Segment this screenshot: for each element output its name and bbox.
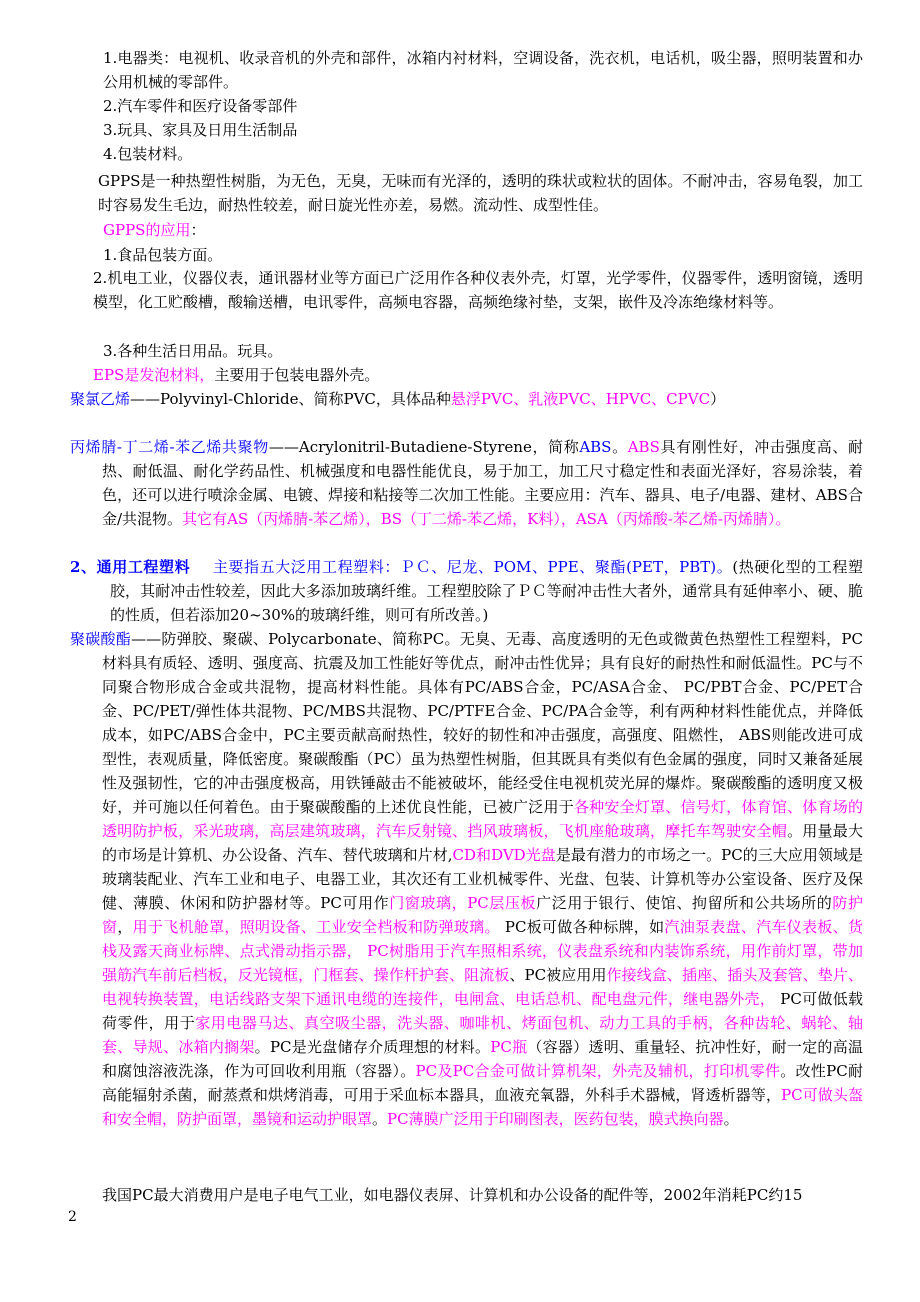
pc-app-computer: PC及PC合金可做计算机架，外壳及辅机，打印机零件 bbox=[415, 1062, 781, 1080]
page-number: 2 bbox=[68, 1209, 77, 1225]
pc-app-guard: 防护窗 bbox=[102, 894, 863, 936]
pc-app-helmet: PC可做头盔和安全帽，防护面罩，墨镜和运动护眼罩 bbox=[102, 1086, 863, 1128]
gpps-app-title: GPPS的应用 bbox=[103, 221, 191, 239]
pc-app-film: PC薄膜广泛用于印刷图表，医药包装，膜式换向器 bbox=[387, 1110, 724, 1128]
gpps-app-daily: 3.各种生活日用品。玩具。 bbox=[103, 342, 283, 360]
pc-text-6: 、PC被应用用 bbox=[509, 966, 607, 984]
pvc-end: ） bbox=[710, 390, 726, 408]
abs-title: 丙烯腈-丁二烯-苯乙烯共聚物 bbox=[70, 438, 269, 456]
pc-text-4: 广泛用于银行、使馆、拘留所和公共场所的 bbox=[536, 894, 833, 912]
pc-app-signs: 汽油泵表盘、汽车仪表板、货栈及露天商业标牌、点式滑动指示器， bbox=[102, 918, 863, 960]
abs-period: 。 bbox=[611, 438, 628, 456]
list-item-packaging: 4.包装材料。 bbox=[103, 145, 193, 163]
abs-others: 其它有AS（丙烯腈-苯乙烯），BS（丁二烯-苯乙烯，K料），ASA（丙烯酸-苯乙烯-丙烯腈）。 bbox=[182, 510, 791, 528]
pc-app-aircraft: 用于飞机舱罩，照明设备、工业安全档板和防弹玻璃。 bbox=[132, 918, 500, 936]
abs-abbr-2: ABS bbox=[627, 438, 660, 456]
colon: ： bbox=[190, 221, 206, 239]
pc-app-appliances: 家用电器马达、真空吸尘器，洗头器、咖啡机、烤面包机、动力工具的手柄，各种齿轮、蜗轮、轴套、导规、冰箱内搁架 bbox=[102, 1014, 863, 1056]
abs-english: ——Acrylonitril-Butadiene-Styrene，简称 bbox=[268, 438, 580, 456]
pc-consumption-paragraph: 我国PC最大消费用户是电子电气工业，如电器仪表屏、计算机和办公设备的配件等，2002年消耗PC约15 bbox=[102, 1186, 803, 1204]
engineering-plastics-paragraph bbox=[70, 555, 863, 627]
pc-text-12: 。 bbox=[723, 1110, 739, 1128]
pvc-title: 聚氯乙烯 bbox=[70, 390, 131, 408]
section-heading: 2、通用工程塑料 bbox=[70, 558, 191, 576]
pc-text-8: 。PC是光盘储存介质理想的材料。 bbox=[254, 1038, 491, 1056]
pc-text-2: 。用量最大的市场是计算机、办公设备、汽车、替代玻璃和片材, bbox=[102, 822, 863, 864]
pvc-paragraph bbox=[70, 387, 863, 411]
abs-abbr: ABS bbox=[579, 438, 612, 456]
list-item-auto: 2.汽车零件和医疗设备零部件 bbox=[103, 97, 298, 115]
gpps-application-heading bbox=[103, 218, 863, 242]
pc-text-9: （容器）透明、重量轻、抗冲性好，耐一定的高温和腐蚀溶液洗涤，作为可回收利用瓶（容器）。 bbox=[102, 1038, 863, 1080]
list-item-electrical bbox=[103, 46, 863, 94]
pc-text-3: 是最有潜力的市场之一。PC的三大应用领域是玻璃装配业、汽车工业和电子、电器工业，其次还有工业机械零件、光盘、包装、计算机等办公室设备、医疗及保健、薄膜、休闲和防护器材等。PC可用作 bbox=[102, 846, 863, 912]
pvc-varieties: 悬浮PVC、乳液PVC、HPVC、CPVC bbox=[450, 390, 711, 408]
pc-app-windows: 门窗玻璃，PC层压板 bbox=[389, 894, 537, 912]
pc-app-bottle: PC瓶 bbox=[490, 1038, 528, 1056]
gpps-app-electromechanical: 2.机电工业，仪器仪表，通讯器材业等方面已广泛用作各种仪表外壳，灯罩，光学零件，仪器零件，透明窗镜，透明模型，化工贮酸槽，酸输送槽，电讯零件，高频电容器，高频绝缘衬垫，支架，嵌件及冷冻绝缘材料等。 bbox=[93, 269, 863, 311]
eps-note bbox=[93, 363, 863, 387]
pc-text-5: PC板可做各种标牌，如 bbox=[499, 918, 665, 936]
pc-title: 聚碳酸酯 bbox=[70, 630, 132, 648]
pc-comma: ， bbox=[117, 918, 133, 936]
pvc-desc: ——Polyvinyl-Chloride、简称PVC，具体品种 bbox=[130, 390, 451, 408]
abs-paragraph bbox=[70, 435, 863, 531]
pc-app-auto: PC树脂用于汽车照相系统，仪表盘系统和内装饰系统，用作前灯罩，带加强筋汽车前后档板，反光镜框，门框套、操作杆护套、阻流板 bbox=[102, 942, 863, 984]
pc-text-11: 。 bbox=[372, 1110, 388, 1128]
pc-paragraph bbox=[70, 627, 863, 1131]
pc-text-1: ——防弹胶、聚碳、Polycarbonate、简称PC。无臭、无毒、高度透明的无色或微黄色热塑性工程塑料，PC材料具有质轻、透明、强度高、抗震及加工性能好等优点，耐冲击性优异；具有良好的耐热性和耐低温性。PC与不同聚合物形成合金或共混物，提高材料性能。具体有PC/ABS合金，PC/ASA合金、 PC/PBT合金、PC/PET合金、PC/PET/弹性体共混物、PC/MBS共混物、PC/PTFE合金、PC/PA合金等，利有两种材料性能优点，并降低成本，如PC/ABS合金中，PC主要贡献高耐热性，较好的韧性和冲击强度，高强度、阻燃性， ABS则能改进可成型性，表观质量，降低密度。聚碳酸酯（PC）虽为热塑性树脂，但其既具有类似有色金属的强度，同时又兼备延展性及强韧性，它的冲击强度极高，用铁锤敲击不能被破坏，能经受住电视机荧光屏的爆炸。聚碳酸酯的透明度又极好，并可施以任何着色。由于聚碳酸酯的上述优良性能，已被广泛用于 bbox=[102, 630, 863, 816]
pc-app-electrical: 作接线盒、插座、插头及套管、垫片、电视转换装置，电话线路支架下通讯电缆的连接件，电闸盒、电话总机、配电盘元件，继电器外壳， bbox=[102, 966, 863, 1008]
gpps-description: GPPS是一种热塑性树脂，为无色，无臭，无味而有光泽的，透明的珠状或粒状的固体。不耐冲击，容易龟裂，加工时容易发生毛边，耐热性较差，耐日旋光性亦差，易燃。流动性、成型性佳。 bbox=[98, 172, 863, 214]
text: 1.电器类：电视机、收录音机的外壳和部件，冰箱内衬材料，空调设备，洗衣机，电话机，吸尘器，照明装置和办公用机械的零部件。 bbox=[103, 49, 863, 91]
abs-properties: 具有刚性好，冲击强度高、耐热、耐低温、耐化学药品性、机械强度和电器性能优良，易于加工，加工尺寸稳定性和表面光泽好，容易涂装，着色，还可以进行喷涂金属、电镀、焊接和粘接等二次加工性能。主要应用：汽车、器具、电子/电器、建材、ABS合金/共混物。 bbox=[102, 438, 863, 528]
pc-text-10: 。改性PC耐高能辐射杀菌，耐蒸煮和烘烤消毒，可用于采血标本器具，血液充氧器，外科手术器械，肾透析器等， bbox=[102, 1062, 863, 1104]
list-item-toys: 3.玩具、家具及日用生活制品 bbox=[103, 121, 298, 139]
pc-app-safety: 各种安全灯罩、信号灯，体育馆、体育场的透明防护板，采光玻璃，高层建筑玻璃，汽车反射镜、挡风玻璃板，飞机座舱玻璃，摩托车驾驶安全帽 bbox=[102, 798, 863, 840]
eps-rest: 主要用于包装电器外壳。 bbox=[214, 366, 380, 384]
engineering-note: (热硬化型的工程塑胶，其耐冲击性较差，因此大多添加玻璃纤维。工程塑胶除了ＰＣ等耐冲击性大者外，通常具有延伸率小、硬、脆的性质，但若添加20~30%的玻璃纤维，则可有所改善。) bbox=[110, 558, 863, 624]
pc-app-discs: CD和DVD光盘 bbox=[452, 846, 556, 864]
gpps-app-food: 1.食品包装方面。 bbox=[103, 246, 223, 264]
eps-highlight: EPS是发泡材料， bbox=[93, 366, 215, 384]
pc-text-7: PC可做低载荷零件，用于 bbox=[102, 990, 863, 1032]
five-plastics: 主要指五大泛用工程塑料：ＰＣ、尼龙、POM、PPE、聚酯(PET，PBT)。 bbox=[212, 558, 733, 576]
